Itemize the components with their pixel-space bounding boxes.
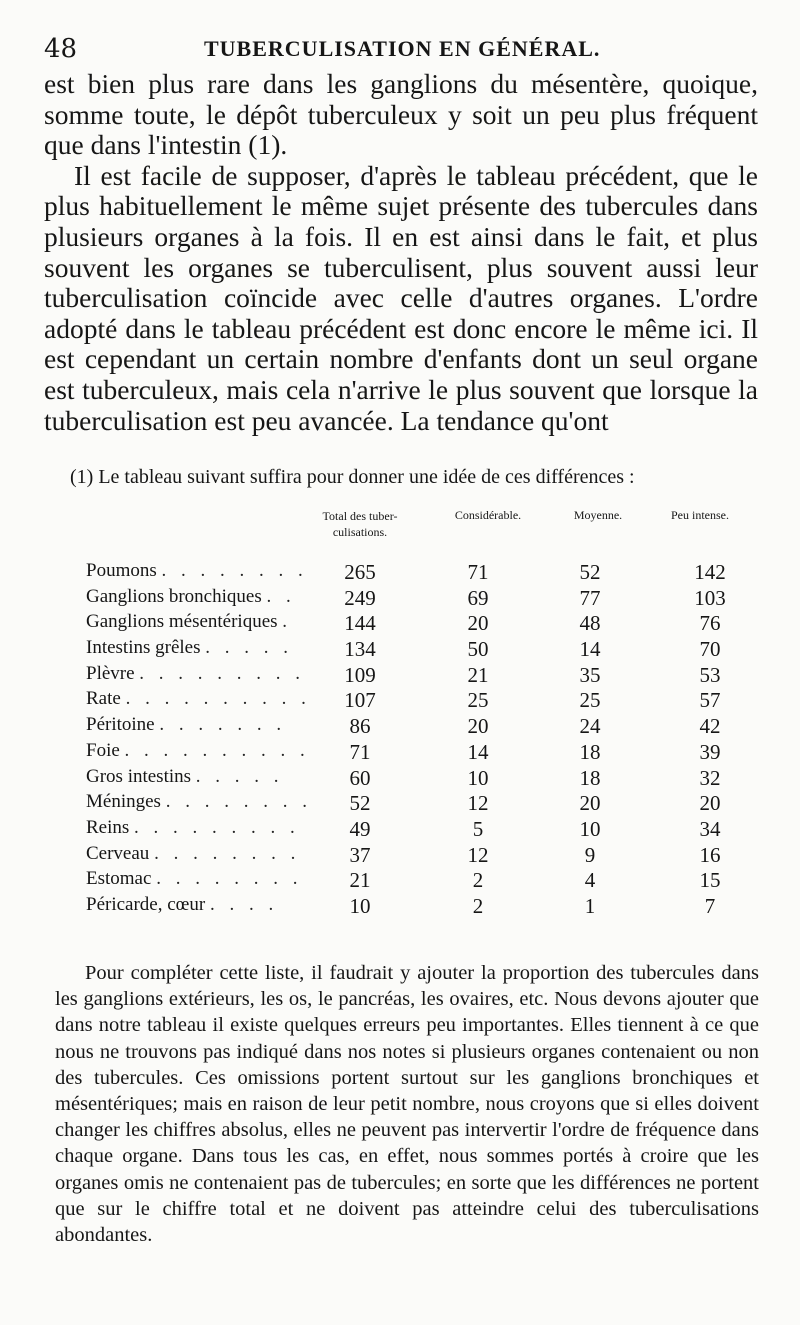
table-row <box>0 791 800 817</box>
cell-total: 86 <box>349 714 371 739</box>
organ-name: Poumons <box>86 560 157 581</box>
organ-name: Reins <box>86 816 130 838</box>
cell-peu: 39 <box>699 739 721 764</box>
footnote-intro: (1) Le tableau suivant suffira pour donner une idée de ces différences : <box>70 466 635 488</box>
cell-consid: 25 <box>467 688 489 713</box>
cell-consid: 71 <box>467 560 489 584</box>
cell-moy: 1 <box>584 893 596 918</box>
footnote-paragraph: Pour compléter cette liste, il faudrait y ajouter la proportion des tubercules dans les ganglions extérieurs, les os, le pancréas, les ovaires, etc. Nous devons ajouter que dans notre tableau il existe quelques erreurs peu importantes. Elles tiennent à ce que nous ne trouvons pas indiqué dans nos notes si plusieurs organes contenaient ou non des tubercules. Ces omissions portent surtout sur les ganglions bronchiques et mésentériques; mais en raison de leur petit nombre, nous croyons que si elles doivent changer les chiffres absolus, elles ne peuvent pas intervertir l'ordre de fréquence dans chaque organe. Dans tous les cas, en effet, nous sommes portés à croire que les organes omis ne contenaient pas de tubercules; en sorte que les différences ne portent que sur le chiffre total et ne doivent pas atteindre celui des tuberculisations abondantes. <box>55 962 759 1247</box>
organ-label <box>86 688 311 710</box>
leader-dots: . . . . . <box>205 637 294 659</box>
organ-name: Ganglions mésentériques <box>86 611 278 633</box>
cell-total: 60 <box>349 765 371 790</box>
table-row <box>0 894 800 920</box>
organ-table <box>0 560 800 920</box>
cell-consid: 14 <box>467 739 489 764</box>
cell-consid: 5 <box>472 816 484 841</box>
cell-peu: 15 <box>699 868 721 893</box>
leader-dots: . . . . . . . . <box>165 791 312 813</box>
table-row <box>0 868 800 894</box>
cell-total: 265 <box>344 560 376 584</box>
cell-moy: 20 <box>579 791 601 816</box>
cell-moy: 77 <box>579 585 601 610</box>
column-header-moyenne: Moyenne. <box>573 508 623 522</box>
cell-total: 49 <box>349 816 371 841</box>
footnote-continuation <box>55 960 759 1248</box>
organ-label <box>86 817 300 839</box>
organ-label <box>86 611 292 633</box>
organ-label <box>86 740 310 762</box>
leader-dots: . <box>282 611 293 633</box>
cell-consid: 12 <box>467 791 489 816</box>
paragraph-1: est bien plus rare dans les ganglions du mésentère, quoique, somme toute, le dépôt tuberculeux y soit un peu plus fréquent que dans l'intestin (1). <box>44 68 758 161</box>
organ-name: Méninges <box>86 791 161 813</box>
organ-label <box>86 894 278 916</box>
organ-label <box>86 791 312 813</box>
table-row <box>0 817 800 843</box>
running-title: TUBERCULISATION EN GÉNÉRAL. <box>204 36 601 61</box>
organ-name: Intestins grêles <box>86 637 201 659</box>
table-row <box>0 688 800 714</box>
cell-peu: 42 <box>699 714 721 739</box>
cell-moy: 25 <box>579 688 601 713</box>
cell-total: 21 <box>349 868 371 893</box>
leader-dots: . . . . <box>209 893 279 915</box>
organ-label <box>86 663 305 685</box>
cell-moy: 52 <box>579 560 601 584</box>
organ-label <box>86 637 293 659</box>
cell-consid: 50 <box>467 637 489 662</box>
cell-peu: 20 <box>699 791 721 816</box>
cell-moy: 18 <box>579 765 601 790</box>
cell-peu: 76 <box>699 611 721 636</box>
cell-moy: 10 <box>579 816 601 841</box>
organ-label <box>86 766 284 788</box>
column-header-total: Total des tuber-culisations. <box>322 509 398 539</box>
cell-consid: 20 <box>467 714 489 739</box>
organ-label <box>86 843 300 865</box>
cell-consid: 69 <box>467 585 489 610</box>
cell-total: 52 <box>349 791 371 816</box>
column-header-considerable: Considérable. <box>454 508 522 522</box>
cell-peu: 16 <box>699 842 721 867</box>
cell-peu: 34 <box>699 816 721 841</box>
cell-consid: 2 <box>472 868 484 893</box>
cell-moy: 48 <box>579 611 601 636</box>
cell-moy: 4 <box>584 868 596 893</box>
leader-dots: . . <box>266 585 296 607</box>
cell-consid: 21 <box>467 662 489 687</box>
leader-dots: . . . . . . . . . <box>134 816 300 838</box>
cell-consid: 2 <box>472 893 484 918</box>
cell-moy: 35 <box>579 662 601 687</box>
table-row <box>0 560 800 586</box>
leader-dots: . . . . . . . . <box>154 842 301 864</box>
main-text <box>44 69 758 436</box>
cell-consid: 12 <box>467 842 489 867</box>
cell-total: 134 <box>344 637 376 662</box>
cell-total: 109 <box>344 662 376 687</box>
cell-consid: 10 <box>467 765 489 790</box>
table-row <box>0 714 800 740</box>
organ-label <box>86 586 296 608</box>
paragraph-2: Il est facile de supposer, d'après le tableau précédent, que le plus habituellement le même sujet présente des tubercules dans plusieurs organes à la fois. Il en est ainsi dans le fait, et plus souvent les organes se tuberculisent, plus souvent aussi leur tuberculisation coïncide avec celle d'autres organes. L'ordre adopté dans le tableau précédent est donc encore le même ici. Il est cependant un certain nombre d'enfants dont un seul organe est tuberculeux, mais cela n'arrive le plus souvent que lorsque la tuberculisation est peu avancée. La tendance qu'ont <box>44 159 758 436</box>
leader-dots: . . . . . . . . . <box>139 662 306 684</box>
organ-name: Rate <box>86 688 121 710</box>
table-row <box>0 637 800 663</box>
cell-peu: 57 <box>699 688 721 713</box>
organ-name: Plèvre <box>86 662 135 684</box>
organ-label <box>86 868 302 890</box>
organ-label <box>86 714 286 736</box>
cell-total: 144 <box>344 611 376 636</box>
cell-moy: 14 <box>579 637 601 662</box>
table-row <box>0 611 800 637</box>
cell-peu: 7 <box>704 893 716 918</box>
leader-dots: . . . . . . . <box>159 714 287 736</box>
cell-total: 10 <box>349 893 371 918</box>
cell-peu: 103 <box>694 585 726 610</box>
cell-peu: 142 <box>694 560 726 584</box>
cell-moy: 18 <box>579 739 601 764</box>
table-row <box>0 766 800 792</box>
cell-moy: 24 <box>579 714 601 739</box>
page-header <box>44 30 762 70</box>
cell-total: 107 <box>344 688 376 713</box>
leader-dots: . . . . . . . . . . <box>124 739 310 761</box>
cell-total: 71 <box>349 739 371 764</box>
leader-dots: . . . . . <box>195 765 284 787</box>
organ-name: Ganglions bronchiques <box>86 585 262 607</box>
leader-dots: . . . . . . . . <box>156 868 303 890</box>
organ-name: Cerveau <box>86 842 150 864</box>
organ-name: Foie <box>86 739 120 761</box>
leader-dots: . . . . . . . . <box>161 560 308 581</box>
organ-name: Estomac <box>86 868 152 890</box>
organ-name: Péritoine <box>86 714 155 736</box>
cell-moy: 9 <box>584 842 596 867</box>
organ-name: Gros intestins <box>86 765 192 787</box>
table-row <box>0 740 800 766</box>
leader-dots: . . . . . . . . . . <box>125 688 311 710</box>
table-row <box>0 843 800 869</box>
cell-peu: 70 <box>699 637 721 662</box>
cell-consid: 20 <box>467 611 489 636</box>
table-row <box>0 663 800 689</box>
cell-total: 249 <box>344 585 376 610</box>
organ-name: Péricarde, cœur <box>86 893 206 915</box>
table-row <box>0 586 800 612</box>
cell-peu: 32 <box>699 765 721 790</box>
cell-peu: 53 <box>699 662 721 687</box>
cell-total: 37 <box>349 842 371 867</box>
organ-label <box>86 560 308 582</box>
page-number: 48 <box>44 34 78 64</box>
column-header-peu-intense: Peu intense. <box>671 508 729 522</box>
